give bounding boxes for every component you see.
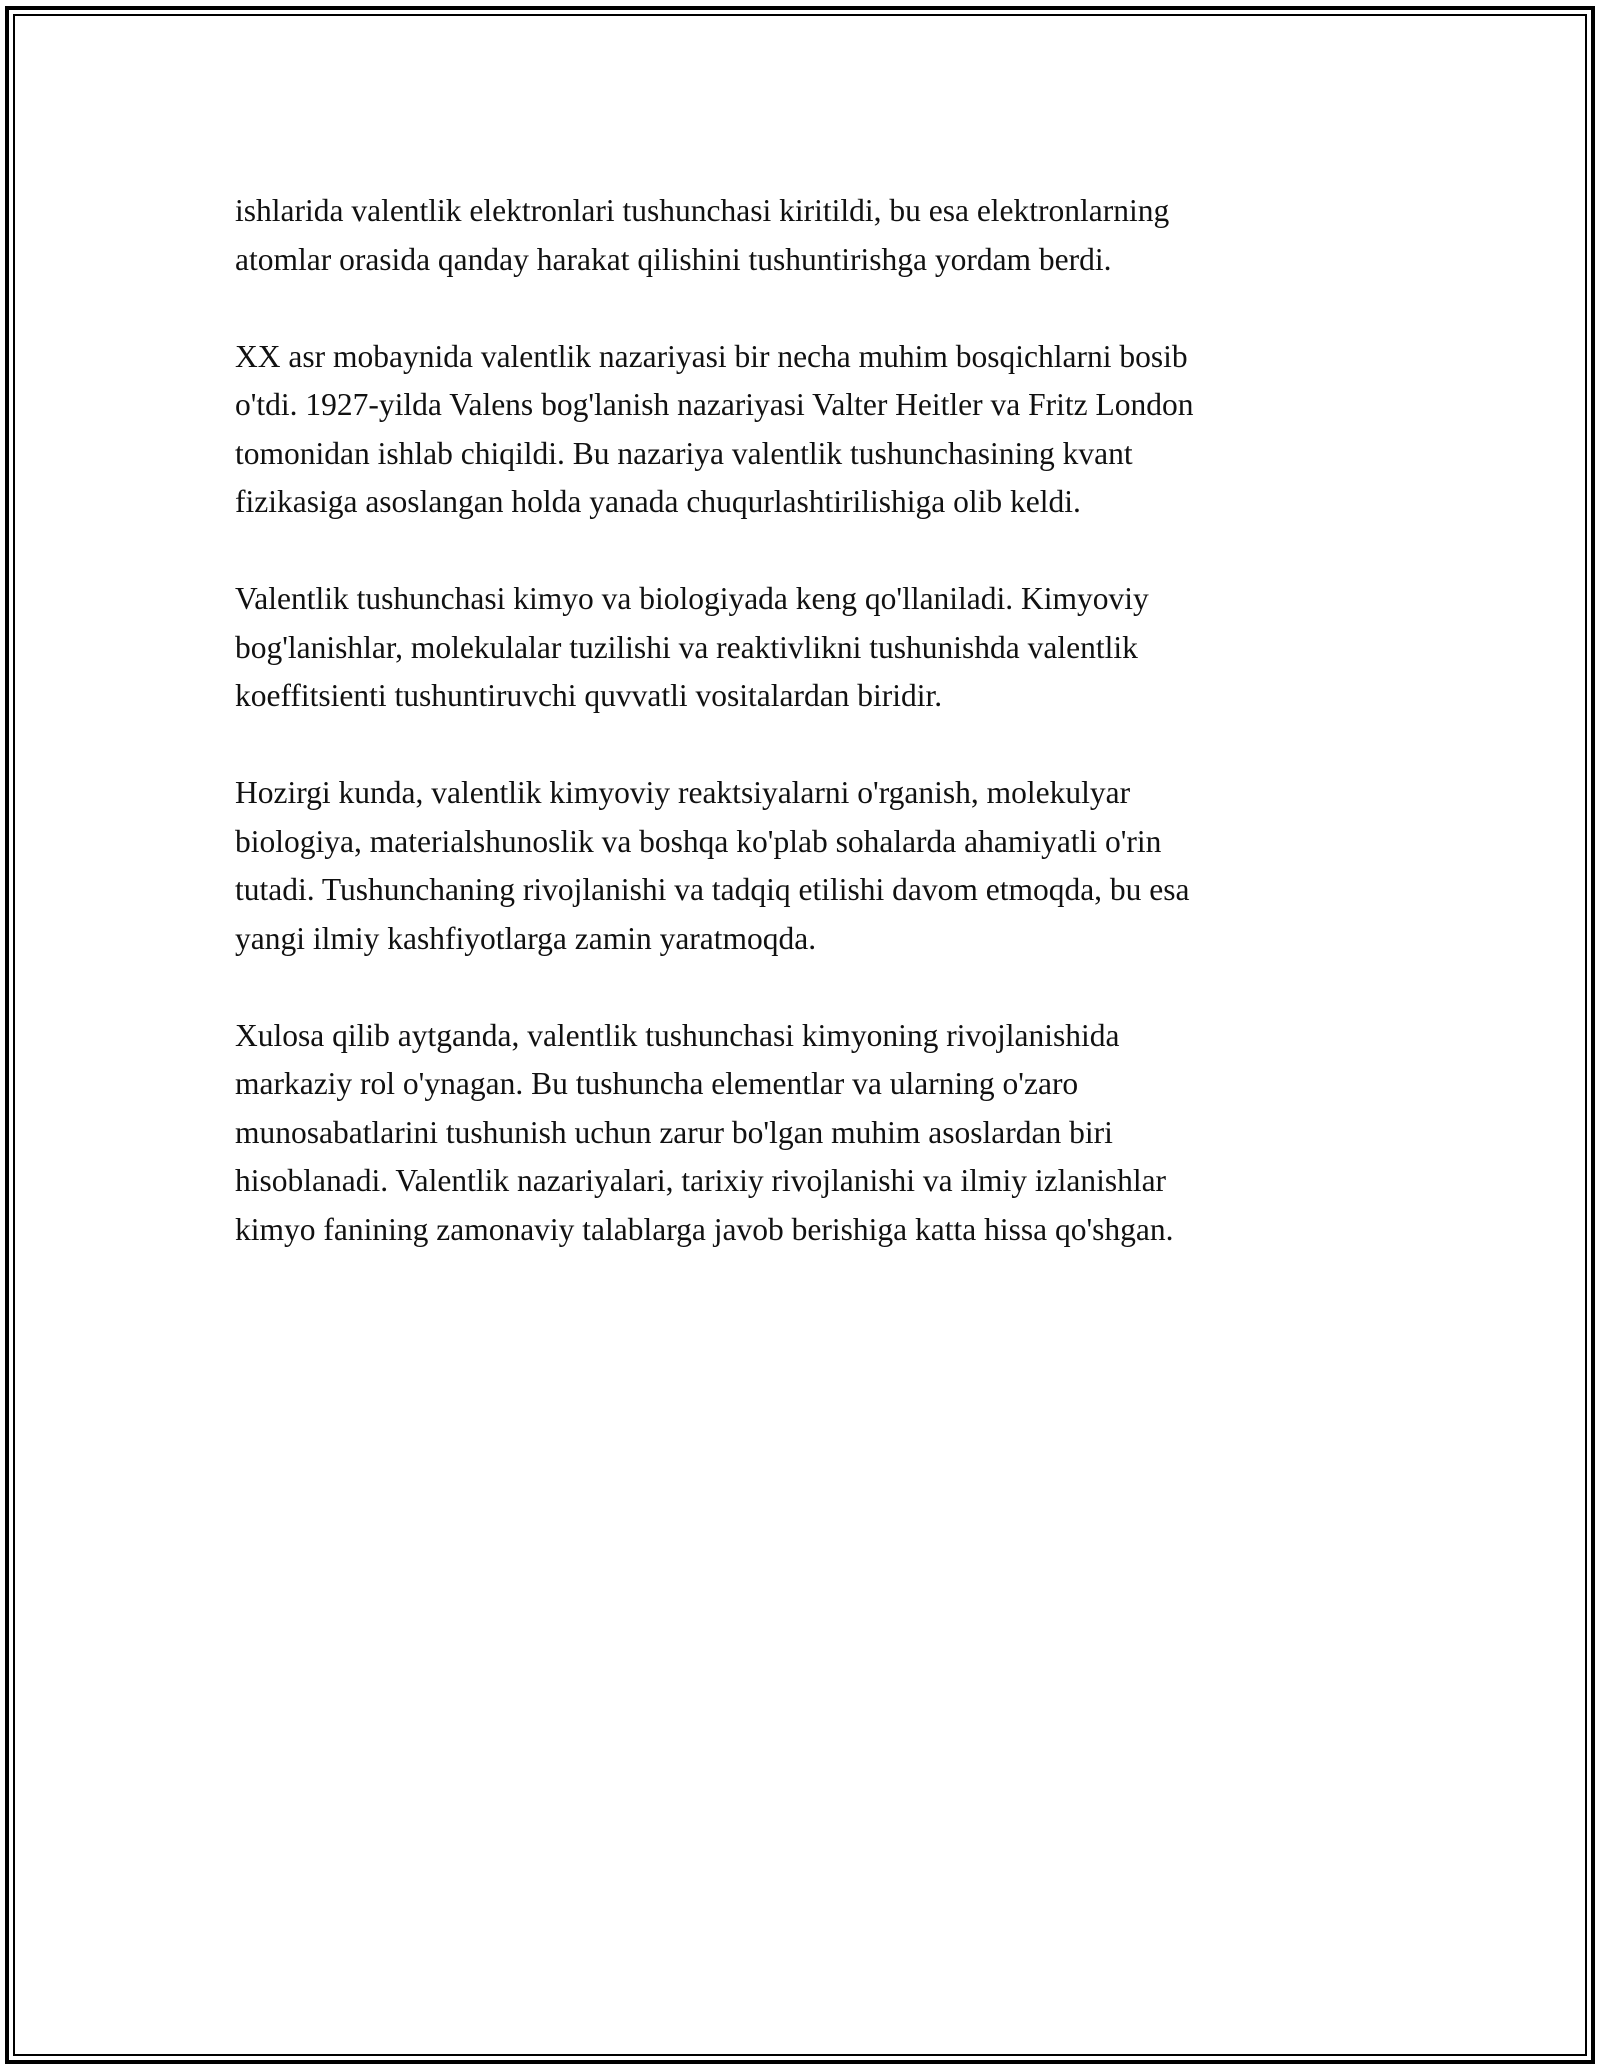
text-line: Valentlik tushunchasi kimyo va biologiyada keng qo'llaniladi. Kimyoviy (235, 581, 1149, 616)
text-line: ishlarida valentlik elektronlari tushunchasi kiritildi, bu esa elektronlarning (235, 193, 1170, 228)
paragraph-5 (235, 1012, 1385, 1255)
text-line: Xulosa qilib aytganda, valentlik tushunchasi kimyoning rivojlanishida (235, 1017, 1120, 1053)
text-line: fizikasiga asoslangan holda yanada chuqurlashtirilishiga olib keldi. (235, 484, 1081, 519)
text-line: markaziy rol o'ynagan. Bu tushuncha elementlar va ularning o'zaro (235, 1066, 1079, 1101)
text-line: o'tdi. 1927-yilda Valens bog'lanish nazariyasi Valter Heitler va Fritz London (235, 387, 1194, 422)
paragraph-4 (235, 769, 1385, 963)
paragraph-2 (235, 333, 1385, 527)
text-line: tutadi. Tushunchaning rivojlanishi va tadqiq etilishi davom etmoqda, bu esa (235, 872, 1190, 907)
text-line: hisoblanadi. Valentlik nazariyalari, tarixiy rivojlanishi va ilmiy izlanishlar (235, 1163, 1167, 1198)
document-body (235, 187, 1385, 1303)
text-line: bog'lanishlar, molekulalar tuzilishi va reaktivlikni tushunishda valentlik (235, 629, 1138, 665)
text-line: koeffitsienti tushuntiruvchi quvvatli vositalardan biridir. (235, 678, 943, 713)
text-line: biologiya, materialshunoslik va boshqa ko'plab sohalarda ahamiyatli o'rin (235, 823, 1162, 859)
text-line: Hozirgi kunda, valentlik kimyoviy reaktsiyalarni o'rganish, molekulyar (235, 775, 1131, 810)
text-line: munosabatlarini tushunish uchun zarur bo'lgan muhim asoslardan biri (235, 1114, 1113, 1150)
text-line: atomlar orasida qanday harakat qilishini tushuntirishga yordam berdi. (235, 241, 1112, 277)
text-line: kimyo fanining zamonaviy talablarga javob berishiga katta hissa qo'shgan. (235, 1211, 1174, 1247)
paragraph-1 (235, 187, 1385, 284)
paragraph-3 (235, 575, 1385, 721)
text-line: tomonidan ishlab chiqildi. Bu nazariya valentlik tushunchasining kvant (235, 435, 1133, 471)
text-line: yangi ilmiy kashfiyotlarga zamin yaratmoqda. (235, 920, 817, 956)
text-line: XX asr mobaynida valentlik nazariyasi bir necha muhim bosqichlarni bosib (235, 338, 1188, 374)
